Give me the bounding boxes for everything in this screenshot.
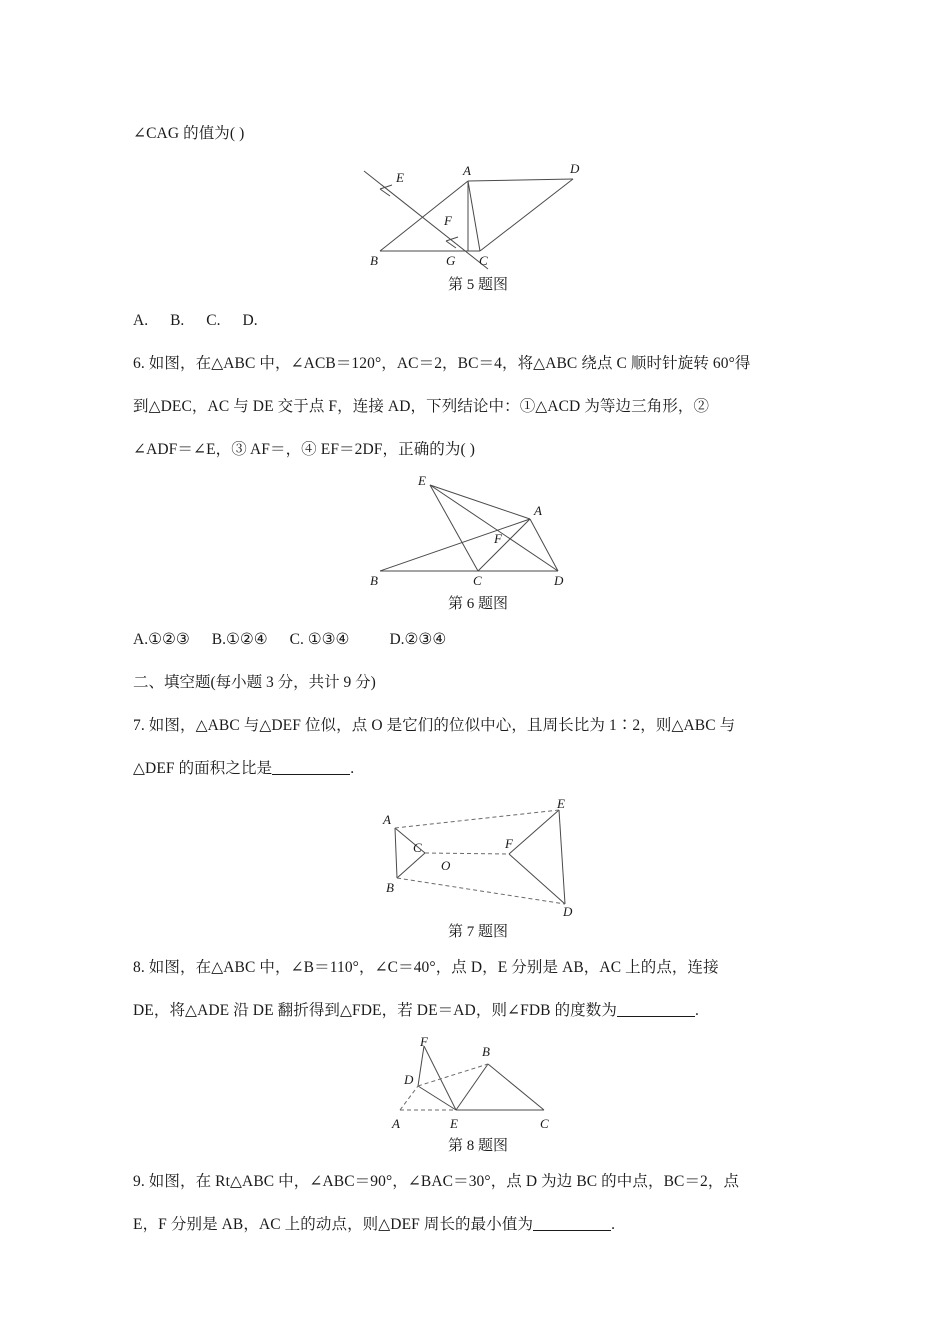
figure-8-label-B: B — [482, 1044, 490, 1059]
option-c[interactable]: C. — [206, 312, 221, 329]
figure-6-label-C: C — [473, 573, 482, 588]
option-b[interactable]: B. — [170, 312, 185, 329]
answer-blank-7[interactable] — [272, 759, 350, 775]
figure-8-label-A: A — [392, 1116, 400, 1131]
figure-7-label-A: A — [383, 812, 391, 827]
figure-8 — [133, 1034, 823, 1160]
question-8-line-2 — [133, 989, 823, 1032]
question-9-line-1: 9. 如图，在 Rt△ABC 中，∠ABC＝90°，∠BAC＝30°，点 D 为边 BC 的中点，BC＝2，点 — [133, 1173, 740, 1190]
question-6-line-3: ∠ADF＝∠E，③ AF＝，④ EF＝2DF，正确的为( ) — [133, 441, 476, 458]
figure-5-label-C: C — [479, 253, 488, 268]
figure-6-label-D: D — [554, 573, 564, 588]
option-d[interactable]: D.②③④ — [389, 631, 447, 648]
figure-7 — [133, 796, 823, 946]
question-7-line-2 — [133, 747, 823, 790]
question-7-line-2-after: . — [350, 760, 355, 777]
page-content — [133, 112, 823, 1246]
figure-8-label-C: C — [540, 1116, 549, 1131]
figure-6 — [133, 473, 823, 618]
figure-7-drawing — [353, 796, 603, 919]
question-9-line-2 — [133, 1203, 823, 1246]
question-9-line-2-before: E，F 分别是 AB，AC 上的动点，则△DEF 周长的最小值为 — [133, 1216, 534, 1233]
figure-5-label-E: E — [396, 170, 404, 185]
section-2-heading: 二、填空题(每小题 3 分，共计 9 分) — [133, 674, 376, 691]
figure-7-label-C: C — [413, 840, 422, 855]
question-8-line-2-after: . — [694, 1002, 699, 1019]
figure-5 — [133, 159, 823, 299]
figure-5-caption: 第 5 题图 — [447, 277, 508, 293]
question-7-line-2-before: △DEF 的面积之比是 — [133, 760, 273, 777]
question-6-options — [133, 618, 823, 661]
figure-5-label-F: F — [444, 213, 452, 228]
option-b[interactable]: B.①②④ — [211, 631, 268, 648]
option-a[interactable]: A.①②③ — [133, 631, 190, 648]
figure-5-label-B: B — [370, 253, 378, 268]
answer-blank-9[interactable] — [533, 1215, 611, 1231]
figure-6-label-B: B — [370, 573, 378, 588]
figure-5-label-D: D — [570, 161, 580, 176]
question-5-options — [133, 299, 823, 342]
question-8-line-1: 8. 如图，在△ABC 中，∠B＝110°，∠C＝40°，点 D，E 分别是 AB，AC 上的点，连接 — [133, 959, 719, 976]
figure-6-label-F: F — [494, 531, 502, 546]
figure-6-label-E: E — [418, 473, 426, 488]
question-5-tail-line — [133, 112, 823, 155]
figure-6-caption: 第 6 题图 — [447, 596, 508, 612]
question-7-line-1: 7. 如图，△ABC 与△DEF 位似，点 O 是它们的位似中心，且周长比为 1∶2，则△ABC 与 — [133, 717, 736, 734]
option-a[interactable]: A. — [133, 312, 149, 329]
figure-5-drawing — [358, 159, 598, 269]
question-9-line-2-after: . — [611, 1216, 616, 1233]
figure-8-drawing — [378, 1034, 578, 1131]
question-5-tail-text: ∠CAG 的值为( ) — [133, 125, 245, 142]
figure-8-label-D: D — [404, 1072, 414, 1087]
figure-8-label-F: F — [420, 1034, 428, 1049]
question-6-line-1: 6. 如图，在△ABC 中，∠ACB＝120°，AC＝2，BC＝4，将△ABC 绕点 C 顺时针旋转 60°得 — [133, 355, 751, 372]
figure-5-label-G: G — [446, 253, 456, 268]
figure-7-caption: 第 7 题图 — [447, 924, 508, 940]
figure-8-label-E: E — [450, 1116, 458, 1131]
figure-8-caption: 第 8 题图 — [447, 1138, 508, 1154]
option-d[interactable]: D. — [242, 312, 258, 329]
figure-7-label-D: D — [563, 904, 573, 919]
figure-5-label-A: A — [463, 163, 471, 178]
figure-7-label-F: F — [505, 836, 513, 851]
figure-7-label-B: B — [386, 880, 394, 895]
question-6-line-2: 到△DEC，AC 与 DE 交于点 F，连接 AD，下列结论中：①△ACD 为等边三角形，② — [133, 398, 710, 415]
question-8-line-2-before: DE，将△ADE 沿 DE 翻折得到△FDE，若 DE＝AD，则∠FDB 的度数为 — [133, 1002, 617, 1019]
answer-blank-8[interactable] — [617, 1001, 695, 1017]
figure-6-label-A: A — [534, 503, 542, 518]
figure-7-label-E: E — [557, 796, 565, 811]
figure-7-label-O: O — [441, 858, 451, 873]
option-c[interactable]: C. ①③④ — [289, 631, 350, 648]
figure-6-drawing — [358, 473, 598, 588]
